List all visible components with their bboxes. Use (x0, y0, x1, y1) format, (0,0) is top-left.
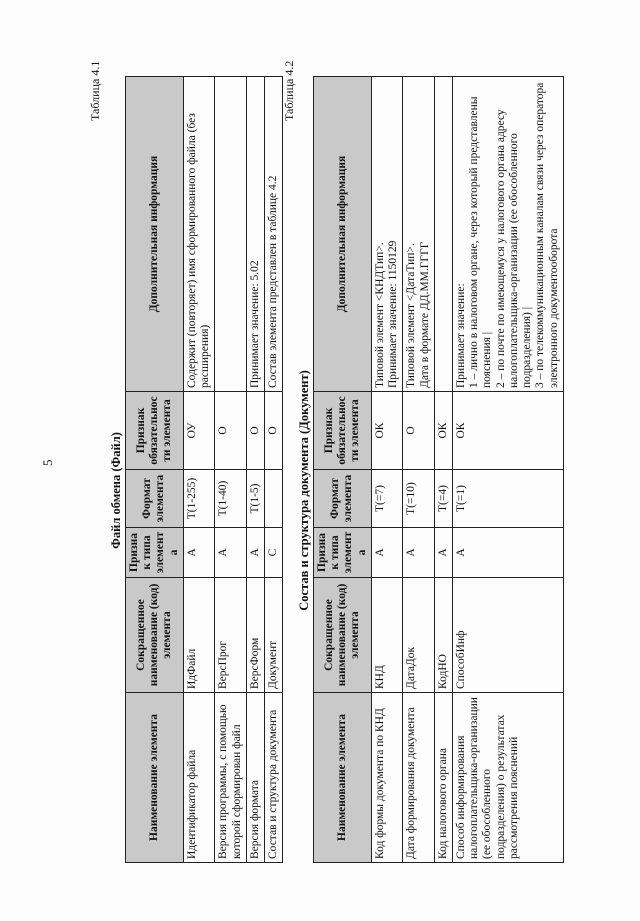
element-type: С (264, 528, 282, 578)
info-line: Типовой элемент <КНДТип>. (373, 242, 386, 388)
table1-header: Признак типа элемента (126, 528, 184, 578)
element-code: КНД (371, 578, 402, 693)
table1-header: Признак обязательности элемента (126, 392, 184, 470)
table1-header-row (126, 77, 184, 863)
table1-header: Формат элемента (126, 470, 184, 528)
element-required: ОК (371, 392, 402, 470)
element-info (371, 77, 402, 392)
element-info: Содержит (повторяет) имя сформированного файла (без расширения) (183, 77, 214, 392)
element-type: А (183, 528, 214, 578)
element-code: СпособИнф (452, 578, 563, 693)
info-line: 2 – по почте по имеющемуся у налогового органа адресу налогоплательщика-организации (ее обособленного подразделения) | (494, 109, 534, 388)
element-info: Принимает значение: 5.02 (246, 77, 264, 392)
table2-title: Состав и структура документа (Документ) (297, 370, 311, 611)
table-row (403, 77, 434, 863)
element-info: Состав элемента представлен в таблице 4.2 (264, 77, 282, 392)
table2-header: Признак типа элемента (314, 528, 372, 578)
element-name: Версия программы, с помощью которой сформирован файл (215, 693, 246, 863)
element-required: О (215, 392, 246, 470)
element-type: А (452, 528, 563, 578)
table-row (264, 77, 282, 863)
element-info (403, 77, 434, 392)
table1-title: Файл обмена (Файл) (109, 432, 123, 549)
element-type: А (246, 528, 264, 578)
table1-caption: Таблица 4.1 (88, 60, 102, 121)
element-name: Код формы документа по КНД (371, 693, 402, 863)
element-code: ВерсФорм (246, 578, 264, 693)
table-file-exchange (125, 76, 283, 863)
table2-header: Формат элемента (314, 470, 372, 528)
element-info (434, 77, 452, 392)
element-info (452, 77, 563, 392)
element-format (264, 470, 282, 528)
element-code: ДатаДок (403, 578, 434, 693)
element-format: Т(=4) (434, 470, 452, 528)
info-line: 1 – лично в налоговом органе, через который представлены пояснения | (468, 96, 494, 388)
element-name: Дата формирования документа (403, 693, 434, 863)
element-name: Способ информирования налогоплательщика-организации (ее обособленного подразделения) о результатах рассмотрения пояснений (452, 693, 563, 863)
element-format: Т(1-255) (183, 470, 214, 528)
element-code: ИдФайл (183, 578, 214, 693)
element-name: Идентификатор файла (183, 693, 214, 863)
element-required: ОК (434, 392, 452, 470)
table-row (215, 77, 246, 863)
element-required: О (403, 392, 434, 470)
element-name: Состав и структура документа (264, 693, 282, 863)
element-code: КодНО (434, 578, 452, 693)
element-format: Т(=10) (403, 470, 434, 528)
table1-header: Наименование элемента (126, 693, 184, 863)
element-code: Документ (264, 578, 282, 693)
table1-header: Дополнительная информация (126, 77, 184, 392)
element-type: А (371, 528, 402, 578)
table2-header: Дополнительная информация (314, 77, 372, 392)
table2-header: Признак обязательности элемента (314, 392, 372, 470)
table2-header: Наименование элемента (314, 693, 372, 863)
table2-header: Сокращенное наименование (код) элемента (314, 578, 372, 693)
element-code: ВерсПрог (215, 578, 246, 693)
element-format: Т(1-40) (215, 470, 246, 528)
table-row (246, 77, 264, 863)
info-line: Принимает значение: 1150129 (387, 240, 400, 388)
table2-caption: Таблица 4.2 (282, 60, 296, 121)
element-format: Т(1-5) (246, 470, 264, 528)
element-type: А (403, 528, 434, 578)
element-info (215, 77, 246, 392)
table1-header: Сокращенное наименование (код) элемента (126, 578, 184, 693)
table-row (371, 77, 402, 863)
table-document-structure (313, 76, 564, 863)
table2-header-row (314, 77, 372, 863)
info-line: Дата в формате ДД.ММ.ГГГГ (418, 241, 431, 388)
page-number: 5 (40, 459, 55, 466)
table-row (434, 77, 452, 863)
element-format: Т(=7) (371, 470, 402, 528)
element-required: О (264, 392, 282, 470)
element-required: О (246, 392, 264, 470)
element-required: ОУ (183, 392, 214, 470)
element-type: А (434, 528, 452, 578)
element-name: Версия формата (246, 693, 264, 863)
element-type: А (215, 528, 246, 578)
info-line: Типовой элемент <ДатаТип>. (405, 243, 418, 388)
element-format: Т(=1) (452, 470, 563, 528)
info-line: Принимает значение: (454, 283, 467, 388)
table-row (452, 77, 563, 863)
element-name: Код налогового органа (434, 693, 452, 863)
table-row (183, 77, 214, 863)
element-required: ОК (452, 392, 563, 470)
info-line: 3 – по телекоммуникационным каналам связи через оператора электронного документооборота (534, 82, 560, 388)
